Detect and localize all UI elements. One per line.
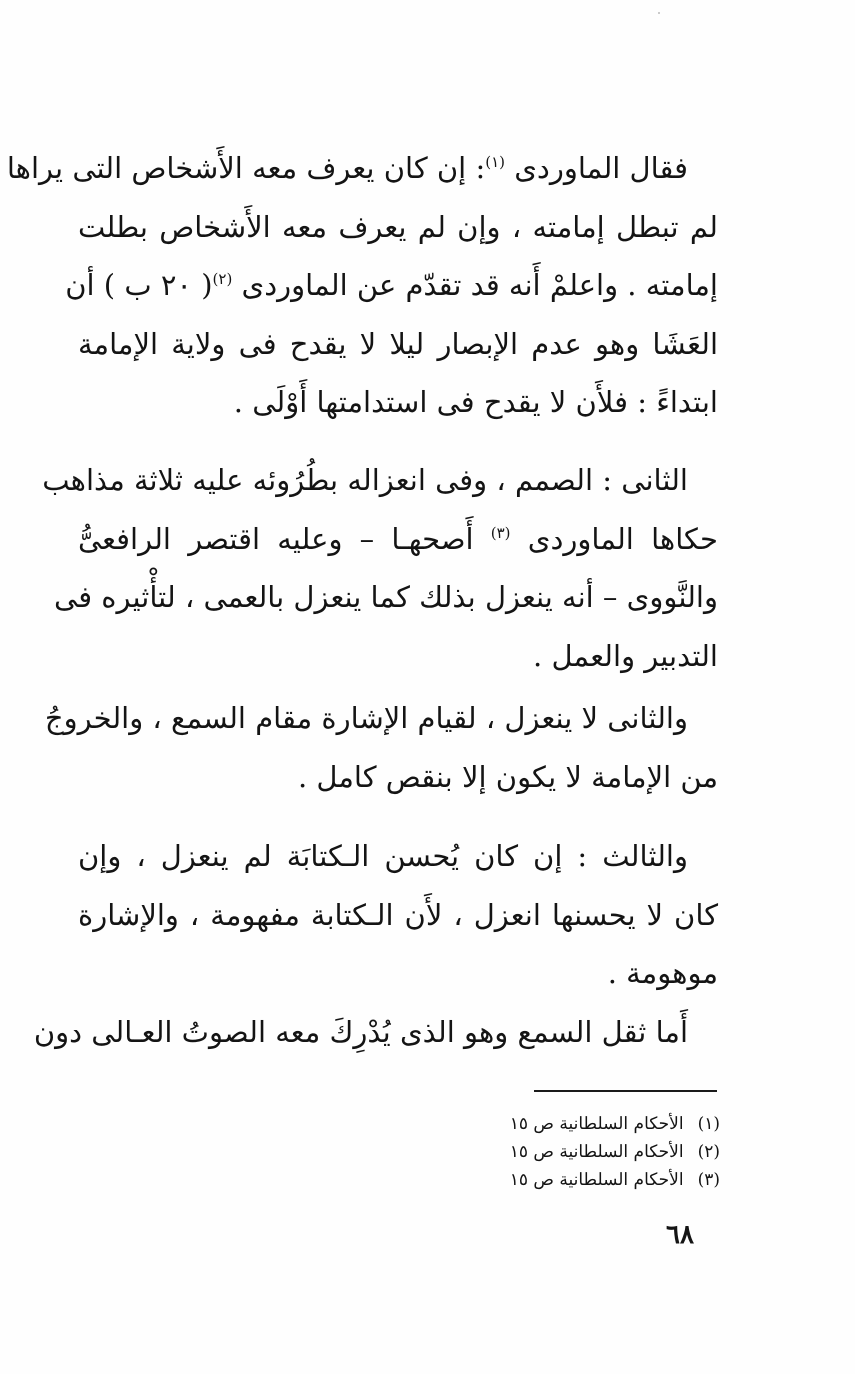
text-line: إمامته . واعلمْ أَنه قد تقدّم عن الماوردى $^{(٢)}$( ٢٠ ب ) أن: [65, 268, 718, 302]
footnote-ref: (٣): [490, 523, 511, 542]
footnote-text: الأحكام السلطانية ص ١٥: [509, 1142, 684, 1162]
text-line: حكاها الماوردى $^{(٣)}$ أَصحهـا – وعليه اقتصر الرافعىُّ: [78, 521, 718, 556]
text-line: التدبير والعمل .: [533, 638, 718, 673]
text-line: كان لا يحسنها انعزل ، لأَن الـكتابة مفهومة ، والإشارة: [78, 897, 718, 932]
text-line: من الإمامة لا يكون إلا بنقص كامل .: [297, 759, 718, 794]
paragraph-5: [33, 1003, 718, 1062]
scan-speck: [658, 12, 660, 14]
footnote-ref: (١): [485, 153, 505, 171]
footnote-ref: (٢): [212, 270, 233, 288]
text-line: والنَّووى – أنه ينعزل بذلك كما ينعزل بالعمى ، لتأْثيره فى: [54, 580, 718, 614]
footnote-separator: [534, 1090, 717, 1092]
page-number: ٦٨: [666, 1220, 694, 1250]
text-line: والثالث : إن كان يُحسن الـكتابَة لم ينعزل ، وإن: [78, 839, 688, 873]
footnote-text: الأحكام السلطانية ص ١٥: [509, 1170, 684, 1190]
text-line: فقال الماوردى $^{(١)}$: إن كان يعرف معه الأَشخاص التى يراها: [6, 151, 688, 185]
text-line: ابتداءً : فلأَن لا يقدح فى استدامتها أَوْلَى .: [233, 385, 718, 419]
footnote-text: الأحكام السلطانية ص ١٥: [509, 1114, 684, 1134]
text-line: الثانى : الصمم ، وفى انعزاله بطُرُوئه عليه ثلاثة مذاهب: [42, 463, 688, 497]
footnote-item: [430, 1138, 720, 1166]
text-line: أَما ثقل السمع وهو الذى يُدْرِكَ معه الصوتُ العـالى دون: [33, 1015, 688, 1049]
paragraph-1: [6, 139, 718, 432]
footnote-item: [430, 1110, 720, 1138]
footnote-number: (٢): [697, 1142, 720, 1162]
text-line: العَشَا وهو عدم الإبصار ليلا لا يقدح فى ولاية الإمامة: [78, 326, 718, 361]
paragraph-3: [44, 689, 718, 806]
footnote-item: [430, 1166, 720, 1194]
paragraph-4: [78, 827, 718, 1003]
footnote-number: (١): [697, 1114, 720, 1134]
text-line: موهومة .: [607, 956, 718, 990]
text-line: والثانى لا ينعزل ، لقيام الإشارة مقام السمع ، والخروجُ: [44, 701, 688, 735]
paragraph-2: [42, 451, 718, 685]
footnotes: [430, 1110, 720, 1194]
text-line: لم تبطل إمامته ، وإن لم يعرف معه الأَشخاص بطلت: [78, 209, 718, 244]
footnote-number: (٣): [697, 1170, 720, 1190]
